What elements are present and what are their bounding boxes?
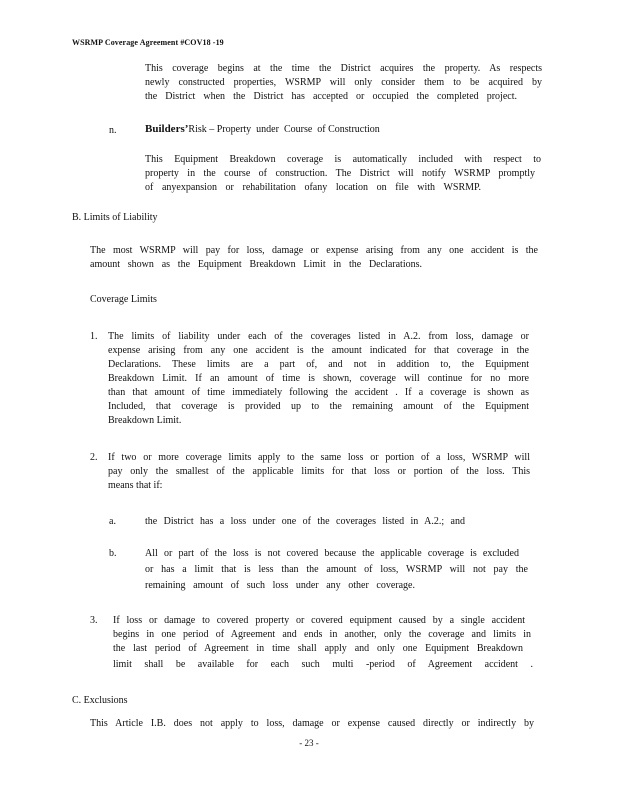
text-line: Included, that coverage is provided up to the remaining amount of the Equipment — [108, 401, 529, 412]
item-label: 1. — [90, 331, 98, 342]
subheading-coverage-limits: Coverage Limits — [90, 294, 157, 305]
item-label: n. — [109, 125, 117, 136]
text-line: expense arising from any one accident is the amount indicated for that coverage in the — [108, 345, 529, 356]
text-line: remaining amount of such loss under any other coverage. — [145, 580, 415, 591]
text-line: newly constructed properties, WSRMP will only consider them to be acquired by — [145, 77, 542, 88]
section-heading-b: B. Limits of Liability — [72, 212, 158, 223]
text-line: The most WSRMP will pay for loss, damage or expense arising from any one accident is the — [90, 245, 538, 256]
text-line: Breakdown Limit. — [108, 415, 182, 426]
text-line: or has a limit that is less than the amount of loss, WSRMP will not pay the — [145, 564, 528, 575]
text-line: This coverage begins at the time the District acquires the property. As respects — [145, 63, 542, 74]
text-line: means that if: — [108, 480, 163, 491]
text-line: This Article I.B. does not apply to loss, damage or expense caused directly or indirectly by — [90, 718, 534, 729]
item-label: b. — [109, 548, 117, 559]
text-line: the last period of Agreement in time shall apply and only one Equipment Breakdown — [113, 643, 523, 654]
item-label: 3. — [90, 615, 98, 626]
running-header: WSRMP Coverage Agreement #COV18 -19 — [72, 38, 224, 47]
text-line: All or part of the loss is not covered because the applicable coverage is excluded — [145, 548, 519, 559]
text-line: Breakdown Limit. If an amount of time is shown, coverage will continue for no more — [108, 373, 529, 384]
item-label: a. — [109, 516, 116, 527]
page-number: - 23 - — [299, 738, 319, 748]
item-title-bold: Builders’ — [145, 123, 189, 135]
text-line: The limits of liability under each of the coverages listed in A.2. from loss, damage or — [108, 331, 529, 342]
item-title-rest: Risk – Property under Course of Construction — [188, 124, 380, 135]
text-line: of anyexpansion or rehabilitation ofany location on file with WSRMP. — [145, 182, 481, 193]
text-line: limit shall be available for each such multi -period of Agreement accident . — [113, 659, 533, 670]
text-line: property in the course of construction. The District will notify WSRMP promptly — [145, 168, 535, 179]
text-line: begins in one period of Agreement and ends in another, only the coverage and limits in — [113, 629, 531, 640]
item-title — [145, 122, 505, 137]
text-line: If two or more coverage limits apply to the same loss or portion of a loss, WSRMP will — [108, 452, 530, 463]
text-line: If loss or damage to covered property or covered equipment caused by a single accident — [113, 615, 525, 626]
text-line: pay only the smallest of the applicable limits for that loss or portion of the loss. This — [108, 466, 530, 477]
text-line: the District has a loss under one of the coverages listed in A.2.; and — [145, 516, 465, 527]
text-line: amount shown as the Equipment Breakdown Limit in the Declarations. — [90, 259, 422, 270]
section-heading-c: C. Exclusions — [72, 695, 128, 706]
text-line: than that amount of time immediately following the accident . If a coverage is shown as — [108, 387, 529, 398]
item-label: 2. — [90, 452, 98, 463]
text-line: This Equipment Breakdown coverage is automatically included with respect to — [145, 154, 541, 165]
text-line: the District when the District has accepted or occupied the completed project. — [145, 91, 517, 102]
text-line: Declarations. These limits are a part of, and not in addition to, the Equipment — [108, 359, 529, 370]
